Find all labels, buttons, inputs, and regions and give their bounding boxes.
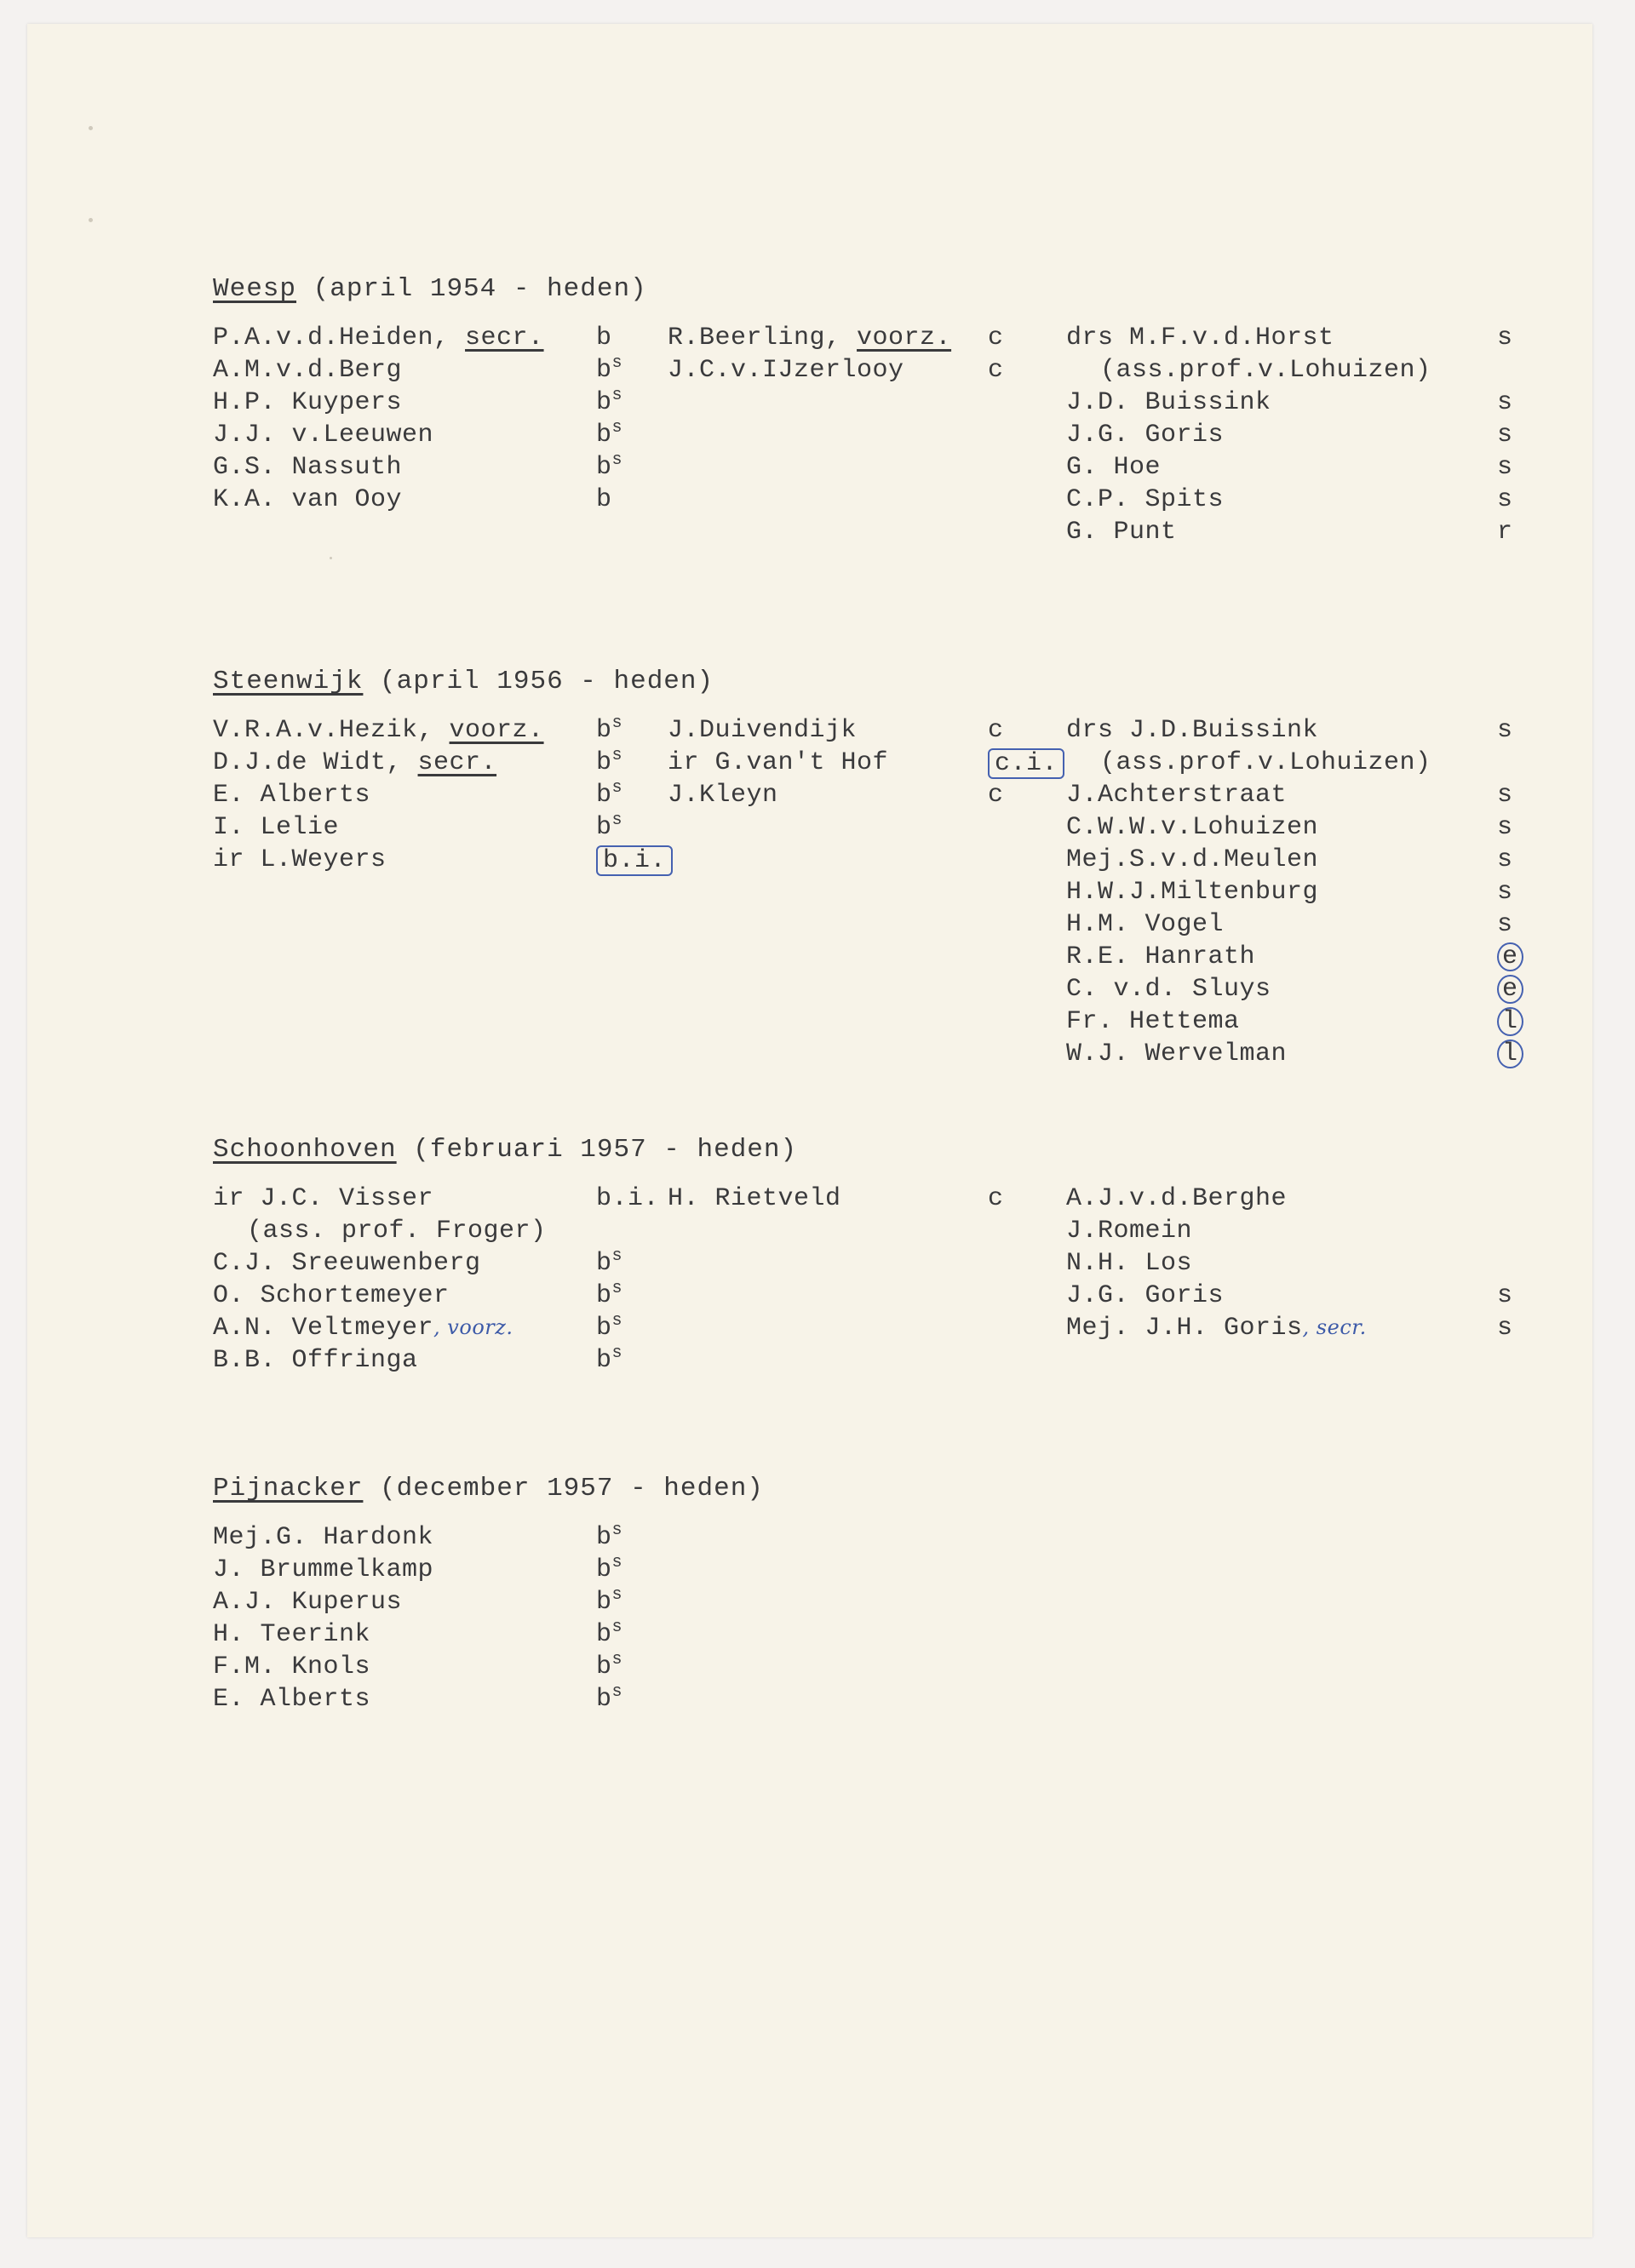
code-superscript: s	[611, 1343, 623, 1363]
code-value: s	[1497, 453, 1513, 482]
member-code	[596, 1620, 622, 1649]
member-code	[988, 716, 1004, 745]
code-superscript: s	[611, 1311, 623, 1331]
code-value: c	[988, 1184, 1004, 1213]
code-superscript: s	[611, 1553, 623, 1572]
member-name: G. Punt	[1066, 518, 1177, 547]
member-name: B.B. Offringa	[213, 1346, 418, 1375]
member-name: H.W.J.Miltenburg	[1066, 878, 1319, 907]
member-code	[596, 450, 623, 482]
code-value: s	[1497, 910, 1513, 939]
member-code	[596, 713, 623, 745]
member-name: H.M. Vogel	[1066, 910, 1225, 939]
code-value: c.i.	[988, 748, 1064, 779]
member-code	[596, 485, 612, 514]
code-value: b	[596, 1314, 612, 1343]
member-code	[596, 418, 623, 450]
code-superscript: s	[611, 353, 623, 373]
member-code	[1497, 453, 1513, 482]
member-name: K.A. van Ooy	[213, 485, 403, 514]
member-code	[1497, 942, 1523, 971]
member-code	[1497, 716, 1513, 745]
code-value: b	[596, 485, 612, 514]
member-name: E. Alberts	[213, 781, 371, 810]
member-code	[596, 1311, 623, 1343]
code-superscript: s	[611, 1682, 623, 1702]
member-name: J.G. Goris	[1066, 1281, 1225, 1310]
code-value: s	[1497, 845, 1513, 874]
member-code	[596, 1652, 622, 1681]
code-value: e	[1497, 975, 1523, 1004]
member-name: P.A.v.d.Heiden, secr.	[213, 324, 544, 352]
member-code	[596, 845, 673, 876]
member-name: drs J.D.Buissink	[1066, 716, 1319, 745]
member-name: ir G.van't Hof	[668, 748, 889, 777]
member-name: C.P. Spits	[1066, 485, 1225, 514]
code-superscript: s	[611, 418, 623, 438]
member-code	[596, 1585, 623, 1617]
member-name: Mej.S.v.d.Meulen	[1066, 845, 1319, 874]
code-superscript: s	[611, 778, 623, 798]
code-value: b	[596, 1652, 612, 1681]
code-value: r	[1497, 518, 1513, 547]
member-name: O. Schortemeyer	[213, 1281, 450, 1310]
member-name: ir J.C. Visser	[213, 1184, 434, 1213]
member-code	[1497, 1040, 1523, 1068]
code-value: s	[1497, 878, 1513, 907]
section-heading	[213, 1135, 797, 1165]
member-name: Mej. J.H. Goris, secr.	[1066, 1314, 1367, 1343]
member-code	[596, 1343, 623, 1375]
handwritten-role: , voorz.	[433, 1315, 513, 1339]
member-code	[596, 1523, 622, 1552]
member-name: J.D. Buissink	[1066, 388, 1271, 417]
member-role: secr.	[417, 748, 497, 777]
code-value: b	[596, 748, 612, 777]
member-name: H.P. Kuypers	[213, 388, 403, 417]
period: (april 1954 - heden)	[296, 274, 647, 304]
place-name: Schoonhoven	[213, 1135, 397, 1165]
member-name: (ass. prof. Froger)	[247, 1217, 547, 1246]
code-value: s	[1497, 1281, 1513, 1310]
code-value: b	[596, 781, 612, 810]
place-name: Weesp	[213, 274, 297, 304]
member-code	[988, 324, 1004, 352]
member-code	[596, 1281, 622, 1310]
member-name: V.R.A.v.Hezik, voorz.	[213, 716, 544, 745]
member-name: G.S. Nassuth	[213, 453, 403, 482]
code-value: b	[596, 1523, 612, 1552]
member-name: J.Kleyn	[668, 781, 778, 810]
member-code	[988, 1184, 1004, 1213]
member-name: A.N. Veltmeyer, voorz.	[213, 1314, 513, 1343]
code-superscript: s	[611, 1650, 623, 1670]
member-name: J. Brummelkamp	[213, 1555, 434, 1584]
code-value: b	[596, 356, 612, 385]
member-code	[1497, 324, 1513, 352]
code-value: b	[596, 1620, 612, 1649]
member-code	[988, 781, 1004, 810]
member-code	[596, 1184, 659, 1213]
period: (februari 1957 - heden)	[396, 1135, 798, 1165]
code-superscript: s	[611, 746, 623, 765]
member-code	[1497, 1314, 1513, 1343]
code-value: b	[596, 421, 612, 450]
member-code	[988, 356, 1004, 385]
member-name: A.J.v.d.Berghe	[1066, 1184, 1288, 1213]
code-value: s	[1497, 324, 1513, 352]
code-value: b.i.	[596, 1184, 660, 1213]
ink-speck	[330, 557, 332, 559]
member-code	[596, 324, 612, 352]
code-superscript: s	[611, 810, 623, 830]
code-value: b.i.	[596, 845, 673, 876]
member-name: (ass.prof.v.Lohuizen)	[1100, 356, 1431, 385]
member-name: C.W.W.v.Lohuizen	[1066, 813, 1319, 842]
member-name: J.Romein	[1066, 1217, 1193, 1246]
code-value: b	[596, 1555, 612, 1584]
member-name: C. v.d. Sluys	[1066, 975, 1271, 1004]
code-value: b	[596, 1588, 612, 1617]
code-value: l	[1497, 1040, 1523, 1068]
member-code	[988, 748, 1064, 779]
code-value: c	[988, 356, 1004, 385]
member-name: H. Rietveld	[668, 1184, 841, 1213]
code-value: s	[1497, 781, 1513, 810]
code-value: s	[1497, 716, 1513, 745]
member-code	[1497, 975, 1523, 1004]
member-role: voorz.	[857, 324, 952, 352]
code-value: b	[596, 1685, 612, 1714]
member-name: Mej.G. Hardonk	[213, 1523, 434, 1552]
member-name: J.J. v.Leeuwen	[213, 421, 434, 450]
member-name: Fr. Hettema	[1066, 1007, 1240, 1036]
code-value: s	[1497, 813, 1513, 842]
member-name: C.J. Sreeuwenberg	[213, 1249, 481, 1278]
code-value: s	[1497, 388, 1513, 417]
code-superscript: s	[611, 1246, 623, 1266]
code-value: b	[596, 1281, 612, 1310]
member-name: J.G. Goris	[1066, 421, 1225, 450]
code-value: c	[988, 781, 1004, 810]
punch-mark	[89, 218, 93, 222]
code-value: b	[596, 813, 612, 842]
member-code	[1497, 1281, 1513, 1310]
section-heading	[213, 1474, 764, 1503]
code-value: b	[596, 1249, 612, 1278]
member-name: N.H. Los	[1066, 1249, 1193, 1278]
document-page	[27, 24, 1592, 2237]
code-superscript: s	[611, 1521, 623, 1540]
member-name: D.J.de Widt, secr.	[213, 748, 497, 777]
member-code	[596, 1682, 623, 1714]
member-name: drs M.F.v.d.Horst	[1066, 324, 1334, 352]
member-code	[1497, 878, 1513, 907]
code-superscript: s	[611, 1618, 623, 1637]
member-code	[596, 748, 622, 777]
member-code	[1497, 845, 1513, 874]
place-name: Pijnacker	[213, 1474, 364, 1503]
code-value: c	[988, 324, 1004, 352]
punch-mark	[89, 126, 93, 130]
member-code	[1497, 518, 1513, 547]
member-code	[1497, 485, 1513, 514]
member-name: F.M. Knols	[213, 1652, 371, 1681]
code-value: s	[1497, 485, 1513, 514]
member-name: ir L.Weyers	[213, 845, 387, 874]
member-code	[1497, 910, 1513, 939]
member-code	[1497, 388, 1513, 417]
period: (december 1957 - heden)	[363, 1474, 764, 1503]
member-code	[596, 353, 623, 385]
member-name: J.Duivendijk	[668, 716, 858, 745]
member-code	[596, 388, 622, 417]
member-code	[1497, 1007, 1523, 1036]
code-value: e	[1497, 942, 1523, 971]
member-name: R.Beerling, voorz.	[668, 324, 952, 352]
code-value: b	[596, 388, 612, 417]
code-superscript: s	[611, 713, 623, 733]
handwritten-role: , secr.	[1302, 1315, 1367, 1339]
member-name: R.E. Hanrath	[1066, 942, 1256, 971]
code-value: b	[596, 1346, 612, 1375]
code-superscript: s	[611, 1585, 623, 1605]
member-name: I. Lelie	[213, 813, 340, 842]
member-code	[1497, 813, 1513, 842]
member-name: A.M.v.d.Berg	[213, 356, 403, 385]
member-name: H. Teerink	[213, 1620, 371, 1649]
member-name: J.C.v.IJzerlooy	[668, 356, 904, 385]
member-code	[1497, 781, 1513, 810]
member-name: (ass.prof.v.Lohuizen)	[1100, 748, 1431, 777]
code-value: s	[1497, 1314, 1513, 1343]
period: (april 1956 - heden)	[363, 667, 714, 696]
member-code	[1497, 421, 1513, 450]
code-value: c	[988, 716, 1004, 745]
member-code	[596, 810, 623, 842]
place-name: Steenwijk	[213, 667, 364, 696]
member-code	[596, 1246, 623, 1278]
code-value: b	[596, 453, 612, 482]
section-heading	[213, 274, 647, 304]
code-superscript: s	[611, 386, 623, 405]
code-value: b	[596, 324, 612, 352]
member-code	[596, 778, 623, 810]
code-value: s	[1497, 421, 1513, 450]
member-code	[596, 1555, 622, 1584]
member-name: G. Hoe	[1066, 453, 1162, 482]
member-name: E. Alberts	[213, 1685, 371, 1714]
section-heading	[213, 667, 714, 696]
code-value: l	[1497, 1007, 1523, 1036]
member-name: A.J. Kuperus	[213, 1588, 403, 1617]
member-name: W.J. Wervelman	[1066, 1040, 1288, 1068]
code-value: b	[596, 716, 612, 745]
code-superscript: s	[611, 450, 623, 470]
member-role: voorz.	[449, 716, 544, 745]
code-superscript: s	[611, 1279, 623, 1298]
member-role: secr.	[465, 324, 544, 352]
member-name: J.Achterstraat	[1066, 781, 1288, 810]
